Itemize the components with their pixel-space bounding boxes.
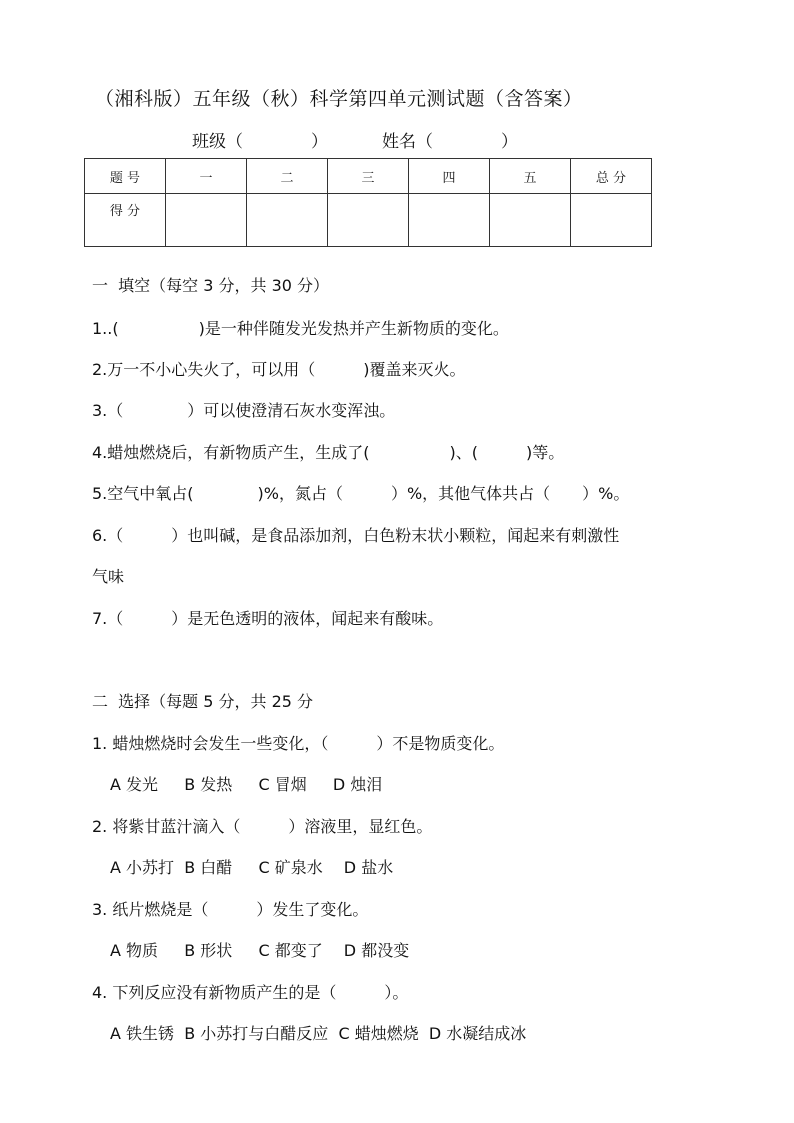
choice-question-2: 2. 将紫甘蓝汁滴入（ ）溶液里，显红色。 — [92, 817, 433, 836]
fill-question-4: 4.蜡烛燃烧后，有新物质产生，生成了( )、( )等。 — [92, 443, 565, 462]
name-field: 姓名（ ） — [382, 132, 518, 152]
column-total: 总 分 — [571, 159, 652, 194]
page-title: （湘科版）五年级（秋）科学第四单元测试题（含答案） — [95, 88, 583, 110]
score-cell-1[interactable] — [166, 194, 247, 247]
score-table-score-row — [85, 194, 652, 247]
score-table-header-row — [85, 159, 652, 194]
score-cell-total[interactable] — [571, 194, 652, 247]
fill-question-6: 6.（ ）也叫碱，是食品添加剂，白色粉末状小颗粒，闻起来有刺激性 — [92, 526, 620, 545]
score-cell-5[interactable] — [490, 194, 571, 247]
fill-question-3: 3.（ ）可以使澄清石灰水变浑浊。 — [92, 401, 396, 420]
score-table — [84, 158, 652, 247]
column-1: 一 — [166, 159, 247, 194]
choice-question-1: 1. 蜡烛燃烧时会发生一些变化，（ ）不是物质变化。 — [92, 734, 505, 753]
score-cell-3[interactable] — [328, 194, 409, 247]
section1-heading: 一 填空（每空 3 分，共 30 分） — [92, 276, 330, 295]
choice-question-3: 3. 纸片燃烧是（ ）发生了变化。 — [92, 900, 369, 919]
choice-options-4: A 铁生锈 B 小苏打与白醋反应 C 蜡烛燃烧 D 水凝结成冰 — [110, 1024, 527, 1043]
fill-question-7: 7.（ ）是无色透明的液体，闻起来有酸味。 — [92, 609, 444, 628]
fill-question-1: 1..( )是一种伴随发光发热并产生新物质的变化。 — [92, 319, 509, 338]
score-cell-2[interactable] — [247, 194, 328, 247]
fill-question-2: 2.万一不小心失火了，可以用（ )覆盖来灭火。 — [92, 360, 466, 379]
fill-question-6-cont: 气味 — [92, 567, 125, 586]
class-field: 班级（ ） — [192, 132, 328, 152]
column-2: 二 — [247, 159, 328, 194]
score-cell-4[interactable] — [409, 194, 490, 247]
section2-heading: 二 选择（每题 5 分，共 25 分 — [92, 692, 314, 711]
column-5: 五 — [490, 159, 571, 194]
column-4: 四 — [409, 159, 490, 194]
choice-options-2: A 小苏打 B 白醋 C 矿泉水 D 盐水 — [110, 858, 394, 877]
fill-question-5: 5.空气中氧占( )%，氮占（ ）%，其他气体共占（ ）%。 — [92, 484, 630, 503]
choice-question-4: 4. 下列反应没有新物质产生的是（ ）。 — [92, 983, 409, 1002]
choice-options-1: A 发光 B 发热 C 冒烟 D 烛泪 — [110, 775, 383, 794]
choice-options-3: A 物质 B 形状 C 都变了 D 都没变 — [110, 941, 410, 960]
question-number-label: 题 号 — [85, 159, 166, 194]
score-label: 得 分 — [85, 194, 166, 247]
column-3: 三 — [328, 159, 409, 194]
